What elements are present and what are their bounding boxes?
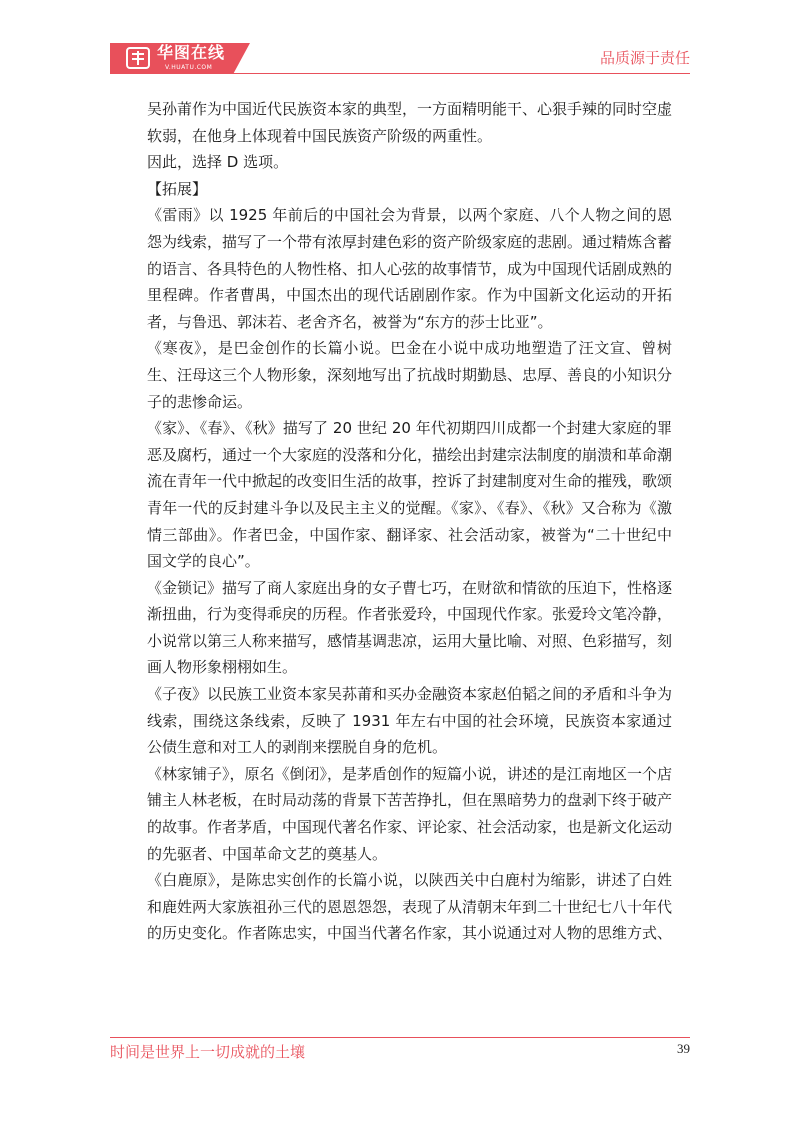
paragraph: 因此，选择 D 选项。 (147, 153, 289, 172)
logo-subtext: V.HUATU.COM (165, 64, 213, 71)
header-divider (110, 73, 690, 74)
paragraph: 吴孙莆作为中国近代民族资本家的典型，一方面精明能干、心狠手辣的同时空虚软弱，在他身上体现着中国民族资产阶级的两重性。 (147, 100, 673, 145)
paragraph: 《寒夜》，是巴金创作的长篇小说。巴金在小说中成功地塑造了汪文宣、曾树生、汪母这三个人物形象，深刻地写出了抗战时期勤恳、忠厚、善良的小知识分子的悲惨命运。 (147, 339, 673, 411)
footer-motto: 时间是世界上一切成就的土壤 (110, 1043, 306, 1061)
paragraph: 《雷雨》以 1925 年前后的中国社会为背景，以两个家庭、八个人物之间的恩怨为线索，描写了一个带有浓厚封建色彩的资产阶级家庭的悲剧。通过精炼含蓄的语言、各具特色的人物性格、扣人心弦的故事情节，成为中国现代话剧成熟的里程碑。作者曹禺，中国杰出的现代话剧剧作家。作为中国新文化运动的开拓者，与鲁迅、郭沫若、老舍齐名，被誉为“东方的莎士比亚”。 (147, 206, 673, 331)
section-heading: 【拓展】 (147, 179, 208, 198)
page-number: 39 (677, 1041, 690, 1056)
paragraph: 《林家铺子》，原名《倒闭》，是茅盾创作的短篇小说，讲述的是江南地区一个店铺主人林老板，在时局动荡的背景下苦苦挣扎，但在黑暗势力的盘剥下终于破产的故事。作者茅盾，中国现代著名作家、评论家、社会活动家，也是新文化运动的先驱者、中国革命文艺的奠基人。 (147, 764, 673, 863)
header-slogan: 品质源于责任 (599, 49, 690, 67)
logo-icon (126, 47, 150, 69)
paragraph: 《子夜》以民族工业资本家吴荪莆和买办金融资本家赵伯韬之间的矛盾和斗争为线索，围绕这条线索，反映了 1931 年左右中国的社会环境，民族资本家通过公债生意和对工人的剥削来摆脱自身的危机。 (147, 685, 673, 757)
paragraph: 《家》、《春》、《秋》描写了 20 世纪 20 年代初期四川成都一个封建大家庭的罪恶及腐朽，通过一个大家庭的没落和分化，描绘出封建宗法制度的崩溃和革命潮流在青年一代中掀起的改变旧生活的故事，控诉了封建制度对生命的摧残，歌颂青年一代的反封建斗争以及民主主义的觉醒。《家》、《春》、《秋》又合称为《激情三部曲》。作者巴金，中国作家、翻译家、社会活动家，被誉为“二十世纪中国文学的良心”。 (147, 419, 673, 571)
paragraph: 《金锁记》描写了商人家庭出身的女子曹七巧，在财欲和情欲的压迫下，性格逐渐扭曲，行为变得乖戾的历程。作者张爱玲，中国现代作家。张爱玲文笔冷静，小说常以第三人称来描写，感情基调悲凉，运用大量比喻、对照、色彩描写，刻画人物形象栩栩如生。 (147, 578, 673, 677)
logo-text: 华图在线 (157, 43, 226, 62)
document-body (147, 96, 672, 947)
footer-divider (110, 1037, 690, 1038)
page-header (0, 0, 800, 80)
paragraph: 《白鹿原》，是陈忠实创作的长篇小说，以陕西关中白鹿村为缩影，讲述了白姓和鹿姓两大家族祖孙三代的恩恩怨怨，表现了从清朝末年到二十世纪七八十年代的历史变化。作者陈忠实，中国当代著名作家，其小说通过对人物的思维方式、 (147, 871, 673, 943)
